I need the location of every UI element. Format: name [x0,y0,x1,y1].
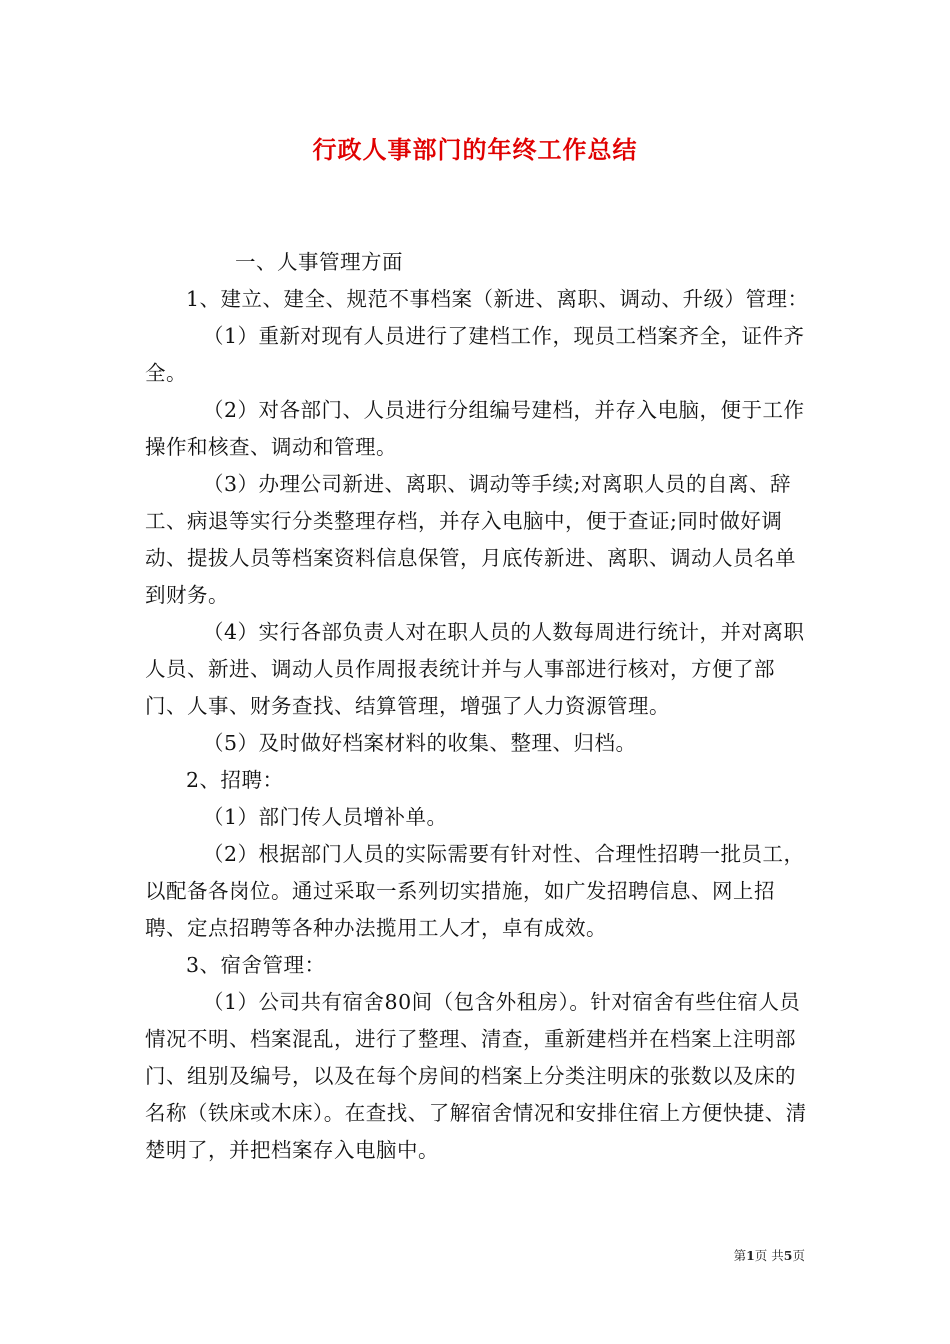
paragraph-1: 1、建立、建全、规范不事档案（新进、离职、调动、升级）管理： [186,287,809,311]
paragraph-5: （4）实行各部负责人对在职人员的人数每周进行统计，并对离职人员、新进、调动人员作周报表统计并与人事部进行核对，方便了部门、人事、财务查找、结算管理，增强了人力资源管理。 [145,620,805,718]
paragraph-7: 2、招聘： [186,768,284,792]
footer-current-page: 1 [746,1248,755,1263]
document-title: 行政人事部门的年终工作总结 [312,135,638,164]
paragraph-10: 3、宿舍管理： [186,953,326,977]
footer-prefix: 第 [733,1248,747,1263]
paragraph-3: （2）对各部门、人员进行分组编号建档，并存入电脑，便于工作操作和核查、调动和管理。 [145,398,805,459]
footer-middle: 页 共 [754,1248,784,1263]
document-body [145,244,810,1169]
paragraph-2: （1）重新对现有人员进行了建档工作，现员工档案齐全，证件齐全。 [145,324,805,385]
section-heading-hr: 一、人事管理方面 [235,250,403,274]
page-footer [734,1246,805,1264]
paragraph-11: （1）公司共有宿舍80间（包含外租房）。针对宿舍有些住宿人员情况不明、档案混乱，进行了整理、清查，重新建档并在档案上注明部门、组别及编号，以及在每个房间的档案上分类注明床的张数以及床的名称（铁床或木床）。在查找、了解宿舍情况和安排住宿上方便快捷、清楚明了，并把档案存入电脑中。 [145,990,807,1162]
paragraph-9: （2）根据部门人员的实际需要有针对性、合理性招聘一批员工，以配备各岗位。通过采取一系列切实措施，如广发招聘信息、网上招聘、定点招聘等各种办法揽用工人才，卓有成效。 [145,842,805,940]
paragraph-6: （5）及时做好档案材料的收集、整理、归档。 [203,731,637,755]
paragraph-8: （1）部门传人员增补单。 [203,805,448,829]
paragraph-4: （3）办理公司新进、离职、调动等手续;对离职人员的自离、辞工、病退等实行分类整理存档，并存入电脑中，便于查证;同时做好调动、提拔人员等档案资料信息保管，月底传新进、离职、调动人员名单到财务。 [145,472,796,607]
footer-suffix: 页 [792,1248,805,1263]
footer-total-pages: 5 [783,1248,793,1263]
